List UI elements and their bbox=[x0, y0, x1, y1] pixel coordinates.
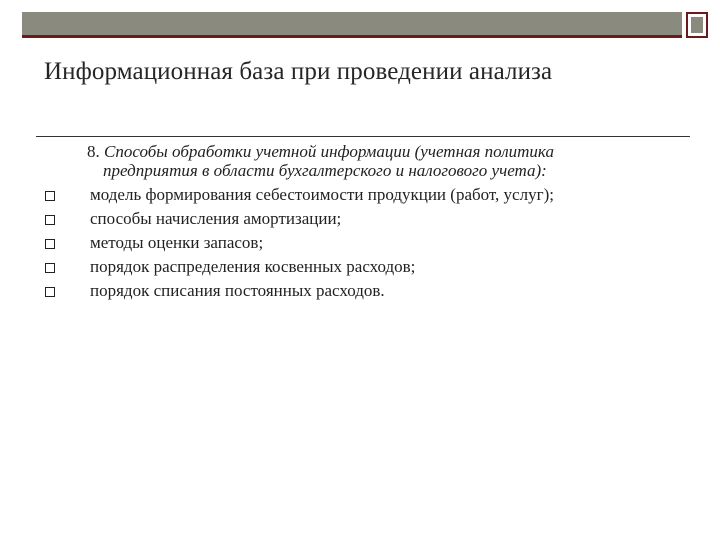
square-bullet-icon bbox=[45, 287, 55, 297]
intro-number: 8. bbox=[87, 142, 100, 161]
intro-line-2: предприятия в области бухгалтерского и налогового учета): bbox=[103, 161, 547, 180]
list-item bbox=[0, 209, 720, 233]
list-item bbox=[0, 281, 720, 305]
list-item bbox=[0, 257, 720, 281]
intro-paragraph bbox=[87, 142, 687, 180]
bullet-list bbox=[0, 185, 720, 305]
header-decor-bar bbox=[22, 12, 682, 38]
list-item-text: порядок списания постоянных расходов. bbox=[90, 281, 385, 300]
square-bullet-icon bbox=[45, 239, 55, 249]
header-decor-square-fill bbox=[691, 17, 703, 33]
list-item bbox=[0, 233, 720, 257]
list-item-text: способы начисления амортизации; bbox=[90, 209, 342, 228]
square-bullet-icon bbox=[45, 263, 55, 273]
square-bullet-icon bbox=[45, 215, 55, 225]
header-decor-square bbox=[686, 12, 708, 38]
title-divider bbox=[36, 136, 690, 137]
list-item-text: методы оценки запасов; bbox=[90, 233, 264, 252]
list-item-text: порядок распределения косвенных расходов; bbox=[90, 257, 416, 276]
square-bullet-icon bbox=[45, 191, 55, 201]
intro-line-1: Способы обработки учетной информации (учетная политика bbox=[104, 142, 554, 161]
slide-title: Информационная база при проведении анализа bbox=[44, 58, 553, 85]
list-item bbox=[0, 185, 720, 209]
list-item-text: модель формирования себестоимости продукции (работ, услуг); bbox=[90, 185, 554, 204]
